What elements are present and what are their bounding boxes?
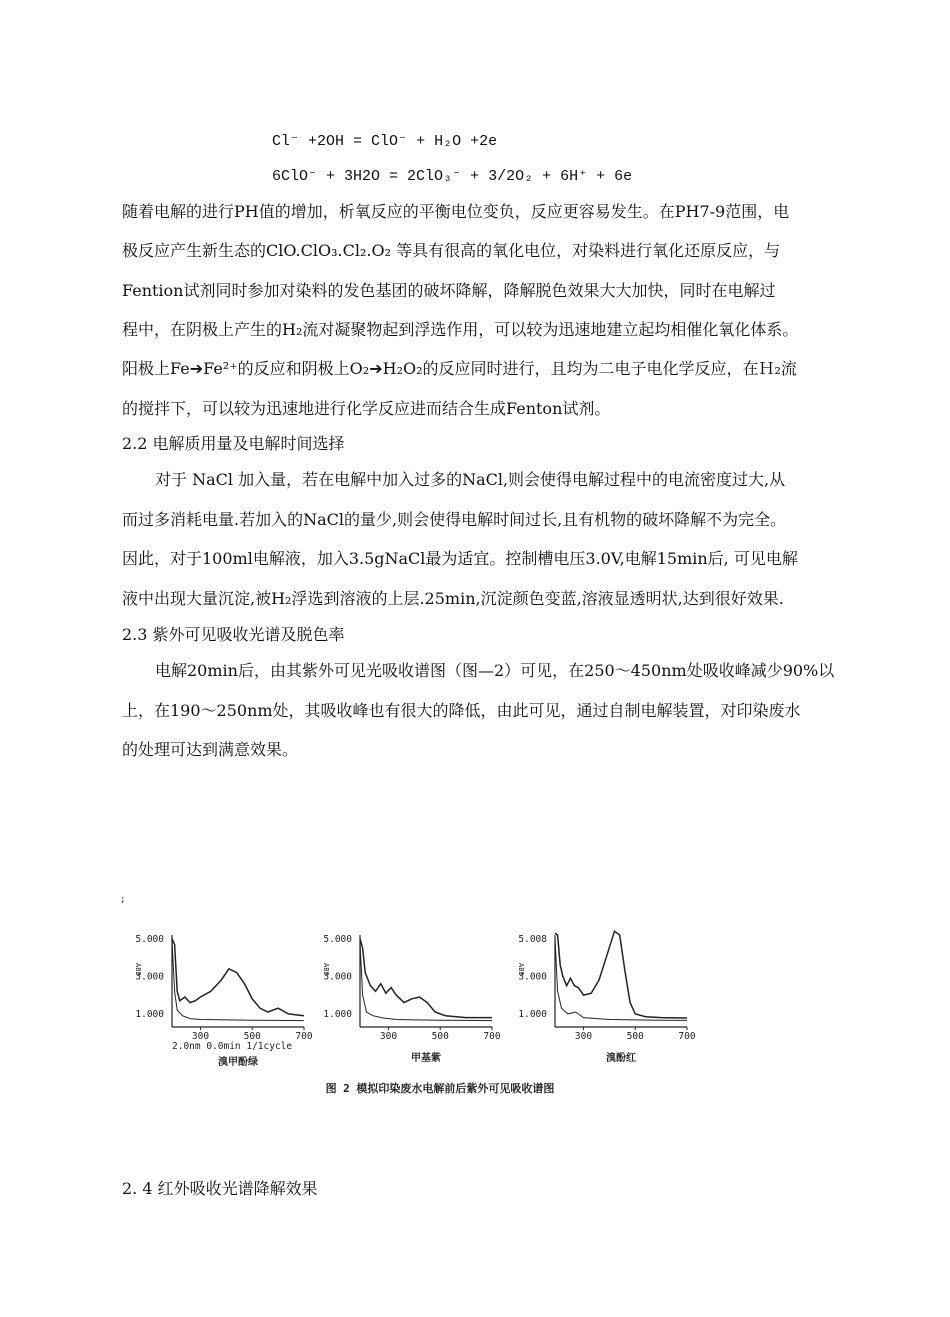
- y-axis-label: ABS: [322, 963, 330, 976]
- y-tick-label: 3.000: [323, 971, 352, 983]
- spectrum-line-before: [360, 939, 492, 1018]
- equation-2: 6ClO⁻ + 3H2O = 2ClO₃⁻ + 3/2O₂ + 6H⁺ + 6e: [272, 168, 633, 185]
- y-tick-label: 5.008: [518, 933, 547, 945]
- chart-title: 溴甲酚绿: [218, 1057, 258, 1068]
- chart-title: 溴酚红: [606, 1053, 636, 1064]
- y-tick-label: 1.000: [135, 1008, 164, 1020]
- y-tick-label: 5.000: [323, 933, 352, 945]
- spectrum-line-before: [172, 939, 304, 1016]
- section-2-3-title: 2.3 紫外可见吸收光谱及脱色率: [122, 625, 345, 644]
- x-tick-label: 300: [379, 1031, 398, 1042]
- y-tick-label: 5.000: [135, 933, 164, 945]
- para1-line-6: 的搅拌下，可以较为迅速地进行化学反应进而结合生成Fenton试剂。: [122, 399, 611, 418]
- uv-vis-spectra-figure: [110, 895, 730, 1110]
- spectrum-line-after: [555, 939, 687, 1021]
- y-axis-label: ABS: [517, 963, 525, 976]
- section-2-4-title: 2. 4 红外吸收光谱降解效果: [122, 1179, 318, 1198]
- x-tick-label: 700: [678, 1031, 696, 1042]
- y-axis-label: ABS: [134, 963, 142, 976]
- y-tick-label: 1.000: [323, 1008, 352, 1020]
- para1-line-2: 极反应产生新生态的ClO.ClO₃.Cl₂.O₂ 等具有很高的氧化电位，对染料进行氧化还原反应，与: [122, 241, 781, 260]
- spectrum-line-after: [172, 941, 304, 1021]
- para1-line-5a: 阳极上Fe: [122, 359, 190, 378]
- section-2-2-title: 2.2 电解质用量及电解时间选择: [122, 434, 345, 453]
- x-tick-label: 300: [191, 1031, 210, 1042]
- stray-mark: ;: [120, 895, 126, 905]
- reaction-arrow-icon: ➔: [189, 359, 204, 378]
- equation-1: Cl⁻ +2OH = ClO⁻ + H₂O +2e: [272, 133, 498, 150]
- reaction-arrow-icon: ➔: [369, 359, 383, 378]
- para1-line-1: 随着电解的进行PH值的增加，析氧反应的平衡电位变负，反应更容易发生。在PH7-9范围，电: [122, 202, 790, 221]
- x-tick-label: 300: [574, 1031, 593, 1042]
- x-tick-label: 500: [431, 1031, 449, 1042]
- sec22-line-1: 对于 NaCl 加入量，若在电解中加入过多的NaCl,则会使得电解过程中的电流密度过大,从: [155, 470, 786, 489]
- sec23-line-1: 电解20min后，由其紫外可见光吸收谱图（图—2）可见，在250～450nm处吸收峰减少90%以: [155, 661, 835, 680]
- chart-note: 2.0nm 0.0min 1/1cycle: [172, 1041, 293, 1052]
- para1-line-5: [122, 358, 797, 380]
- sec23-line-2: 上，在190～250nm处，其吸收峰也有很大的降低，由此可见，通过自制电解装置，对印染废水: [122, 701, 801, 720]
- y-tick-label: 1.000: [518, 1008, 547, 1020]
- spectrum-line-before: [555, 931, 687, 1018]
- sec22-line-3: 因此，对于100ml电解液，加入3.5gNaCl最为适宜。控制槽电压3.0V,电解15min后, 可见电解: [122, 549, 798, 568]
- figure-caption: 图 2 模拟印染废水电解前后紫外可见吸收谱图: [325, 1082, 555, 1095]
- para1-line-5c: H₂O₂的反应同时进行，且均为二电子电化学反应，在Ｈ₂流: [382, 359, 797, 378]
- x-tick-label: 500: [626, 1031, 644, 1042]
- chart-title: 甲基紫: [411, 1053, 441, 1064]
- y-tick-label: 3.000: [135, 971, 164, 983]
- x-tick-label: 500: [243, 1031, 261, 1042]
- sec22-line-2: 而过多消耗电量.若加入的NaCl的量少,则会使得电解时间过长,且有机物的破坏降解不为完全。: [122, 510, 787, 529]
- para1-line-4: 程中，在阴极上产生的H₂流对凝聚物起到浮选作用，可以较为迅速地建立起均相催化氧化体系。: [122, 320, 799, 339]
- x-tick-label: 700: [483, 1031, 501, 1042]
- sec23-line-3: 的处理可达到满意效果。: [122, 740, 299, 759]
- spectrum-line-after: [360, 943, 492, 1021]
- y-tick-label: 3.000: [518, 971, 547, 983]
- para1-line-5b: Fe²⁺的反应和阴极上O₂: [203, 359, 370, 378]
- sec22-line-4: 液中出现大量沉淀,被H₂浮选到溶液的上层.25min,沉淀颜色变蓝,溶液显透明状,达到很好效果.: [122, 589, 784, 608]
- para1-line-3: Fention试剂同时参加对染料的发色基团的破坏降解，降解脱色效果大大加快，同时在电解过: [122, 281, 776, 300]
- x-tick-label: 700: [295, 1031, 313, 1042]
